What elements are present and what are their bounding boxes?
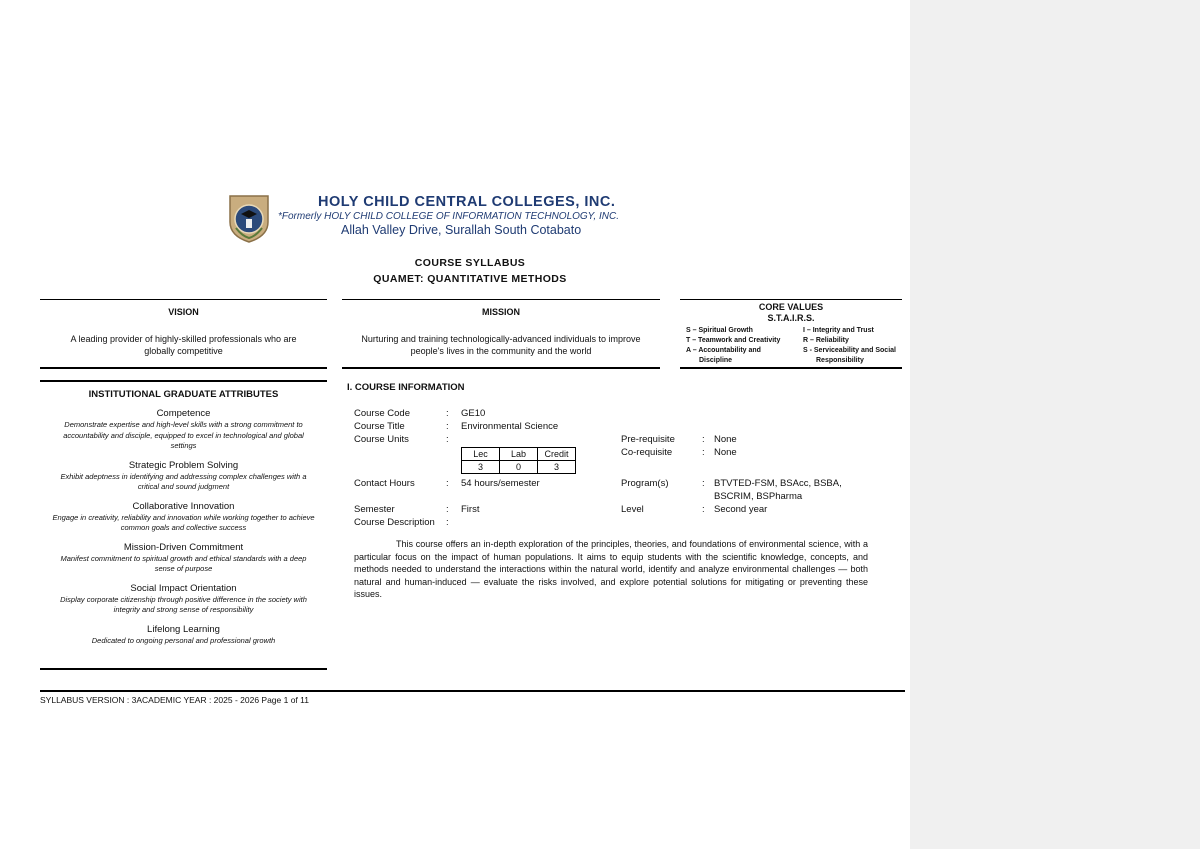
course-description-label: Course Description [354, 517, 435, 528]
core-value-item: S - Serviceability and Social [803, 347, 896, 354]
core-value-item: A – Accountability and [686, 347, 761, 354]
programs-label: Program(s) [621, 478, 669, 489]
colon: : [702, 478, 705, 489]
attribute-name: Collaborative Innovation [132, 500, 235, 512]
course-title-label: Course Title [354, 421, 405, 432]
units-header-lec: Lec [462, 448, 500, 461]
footer-version-info: SYLLABUS VERSION : 3ACADEMIC YEAR : 2025 - 2026 Page 1 of 11 [40, 695, 309, 705]
attribute-name: Lifelong Learning [147, 623, 220, 635]
attribute-name: Mission-Driven Commitment [123, 541, 244, 553]
colon: : [702, 434, 705, 445]
units-value-credit: 3 [538, 461, 576, 474]
core-value-item: I – Integrity and Trust [803, 327, 874, 334]
syllabus-title-block [0, 255, 940, 287]
core-value-item: Responsibility [816, 357, 864, 364]
course-description-text: This course offers an in-depth exploration of the principles, theories, and foundations of environmental science, with a particular focus on the impact of human populations. It aims to equip students with the scientific knowledge, concepts, and methods needed to understand the interactions within the natural world, identify and analyze environmental challenges — both natural and human-induced — evaluate the risks involved, and explore potential solutions for mitigating or preventing these issues. [354, 539, 868, 599]
attribute-description: Dedicated to ongoing personal and professional growth [91, 635, 276, 645]
core-values-box [680, 299, 902, 369]
colon: : [446, 517, 449, 528]
core-value-item: T – Teamwork and Creativity [686, 337, 781, 344]
attribute-name: Social Impact Orientation [130, 582, 237, 594]
comments-margin-panel [910, 0, 1200, 849]
attribute-name: Strategic Problem Solving [128, 459, 239, 471]
school-seal-logo [226, 192, 272, 244]
colon: : [446, 504, 449, 515]
footer-divider [40, 690, 905, 692]
programs-value-line1: BTVTED-FSM, BSAcc, BSBA, [714, 478, 842, 489]
graduate-attributes-title: INSTITUTIONAL GRADUATE ATTRIBUTES [88, 389, 279, 400]
colon: : [446, 434, 449, 445]
core-value-item: S – Spiritual Growth [686, 327, 753, 334]
school-address: Allah Valley Drive, Surallah South Cotabato [341, 223, 582, 237]
mission-title: MISSION [481, 307, 520, 317]
graduate-attributes-box [40, 380, 327, 670]
level-label: Level [621, 504, 644, 515]
core-value-item: Discipline [699, 357, 733, 364]
corequisite-value: None [714, 447, 737, 458]
prerequisite-label: Pre-requisite [621, 434, 675, 445]
course-info-title: I. COURSE INFORMATION [347, 382, 465, 393]
core-values-list [686, 326, 902, 366]
contact-hours-label: Contact Hours [354, 478, 415, 489]
programs-value-line2: BSCRIM, BSPharma [714, 491, 803, 502]
attribute-description: Manifest commitment to spiritual growth and ethical standards with a deep sense of purpose [60, 553, 307, 573]
core-values-title: CORE VALUES [758, 302, 824, 312]
course-code-value: GE10 [461, 408, 486, 419]
course-code-label: Course Code [354, 408, 410, 419]
colon: : [446, 478, 449, 489]
units-header-credit: Credit [538, 448, 576, 461]
core-value-item: R – Reliability [803, 337, 849, 344]
attribute-description: Display corporate citizenship through positive difference in the society with integrity and strong sense of responsibility [60, 594, 307, 614]
course-units-table [461, 447, 576, 474]
syllabus-subtitle: QUAMET: QUANTITATIVE METHODS [373, 273, 567, 285]
attribute-name: Competence [156, 408, 211, 419]
colon: : [702, 504, 705, 515]
units-value-lab: 0 [500, 461, 538, 474]
level-value: Second year [714, 504, 768, 515]
school-name: HOLY CHILD CENTRAL COLLEGES, INC. [318, 194, 616, 210]
core-values-acronym: S.T.A.I.R.S. [767, 313, 815, 323]
vision-text: A leading provider of highly-skilled professionals who are globally competitive [70, 334, 297, 356]
attribute-description: Demonstrate expertise and high-level skills with a strong commitment to accountability and disciple, equipped to excel in technological and global settings [63, 420, 304, 450]
syllabus-title: COURSE SYLLABUS [414, 257, 526, 269]
corequisite-label: Co-requisite [621, 447, 673, 458]
semester-label: Semester [354, 504, 395, 515]
colon: : [446, 408, 449, 419]
semester-value: First [461, 504, 480, 515]
vision-title: VISION [168, 307, 199, 317]
attribute-description: Exhibit adeptness in identifying and addressing complex challenges with a critical and sound judgment [60, 471, 307, 491]
attribute-description: Engage in creativity, reliability and innovation while working together to achieve common goals and collective success [52, 512, 315, 532]
units-value-lec: 3 [462, 461, 500, 474]
prerequisite-value: None [714, 434, 737, 445]
colon: : [702, 447, 705, 458]
course-units-label: Course Units [354, 434, 409, 445]
core-values-title-block [680, 302, 902, 324]
mission-box [342, 299, 660, 369]
vision-box [40, 299, 327, 369]
colon: : [446, 421, 449, 432]
contact-hours-value: 54 hours/semester [461, 478, 540, 489]
course-title-value: Environmental Science [461, 421, 559, 432]
former-name: *Formerly HOLY CHILD COLLEGE OF INFORMATION TECHNOLOGY, INC. [278, 211, 619, 222]
mission-text: Nurturing and training technologically-advanced individuals to improve people's lives in the community and the world [361, 334, 641, 356]
units-header-lab: Lab [500, 448, 538, 461]
